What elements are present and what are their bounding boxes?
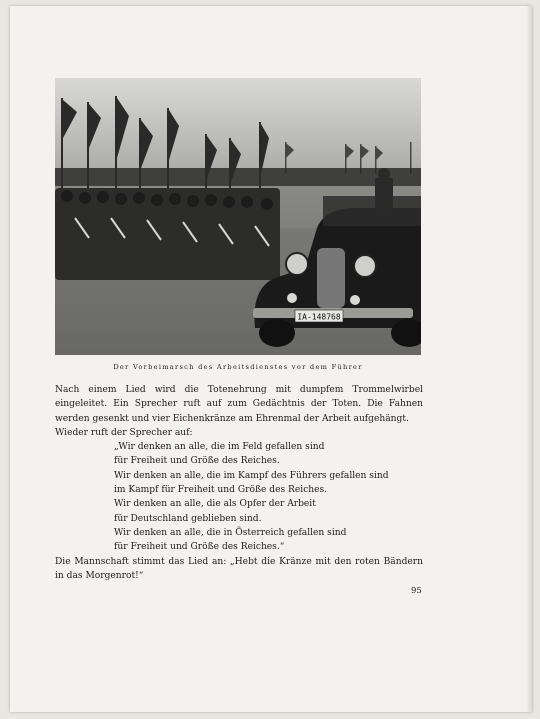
page-spine-shadow [526,6,532,712]
verse-line: für Deutschland geblieben sind. [114,513,262,524]
body-text [55,383,423,583]
page-number: 95 [411,586,422,596]
paragraph: Die Mannschaft stimmt das Lied an: „Hebt die Kränze mit den roten Bändern in das Morgenrot!“ [55,556,423,581]
photo-parade [55,78,421,355]
verse-block [114,440,423,554]
photo-parade-icon [55,78,421,355]
book-page [10,6,532,712]
verse-line: im Kampf für Freiheit und Größe des Reiches. [114,485,328,496]
photo-caption: Der Vorbeimarsch des Arbeitsdienstes vor dem Führer [113,363,363,371]
paragraph: Nach einem Lied wird die Totenehrung mit dumpfem Trommelwirbel eingeleitet. Ein Sprecher ruft auf zum Gedächtnis der Toten. Die Fahnen werden gesenkt und vier Eichenkränze am Ehrenmal der Arbeit aufgehängt. [55,385,423,424]
verse-line: für Freiheit und Größe des Reiches. [114,456,280,467]
verse-line: „Wir denken an alle, die im Feld gefallen sind [114,442,325,453]
paragraph: Wieder ruft der Sprecher auf: [55,427,193,438]
verse-line: Wir denken an alle, die in Österreich gefallen sind [114,527,347,538]
verse-line: Wir denken an alle, die als Opfer der Arbeit [114,499,316,510]
verse-line: Wir denken an alle, die im Kampf des Führers gefallen sind [114,470,389,481]
license-plate-text: IA-148768 [297,312,341,322]
verse-line: für Freiheit und Größe des Reiches.“ [114,542,285,553]
